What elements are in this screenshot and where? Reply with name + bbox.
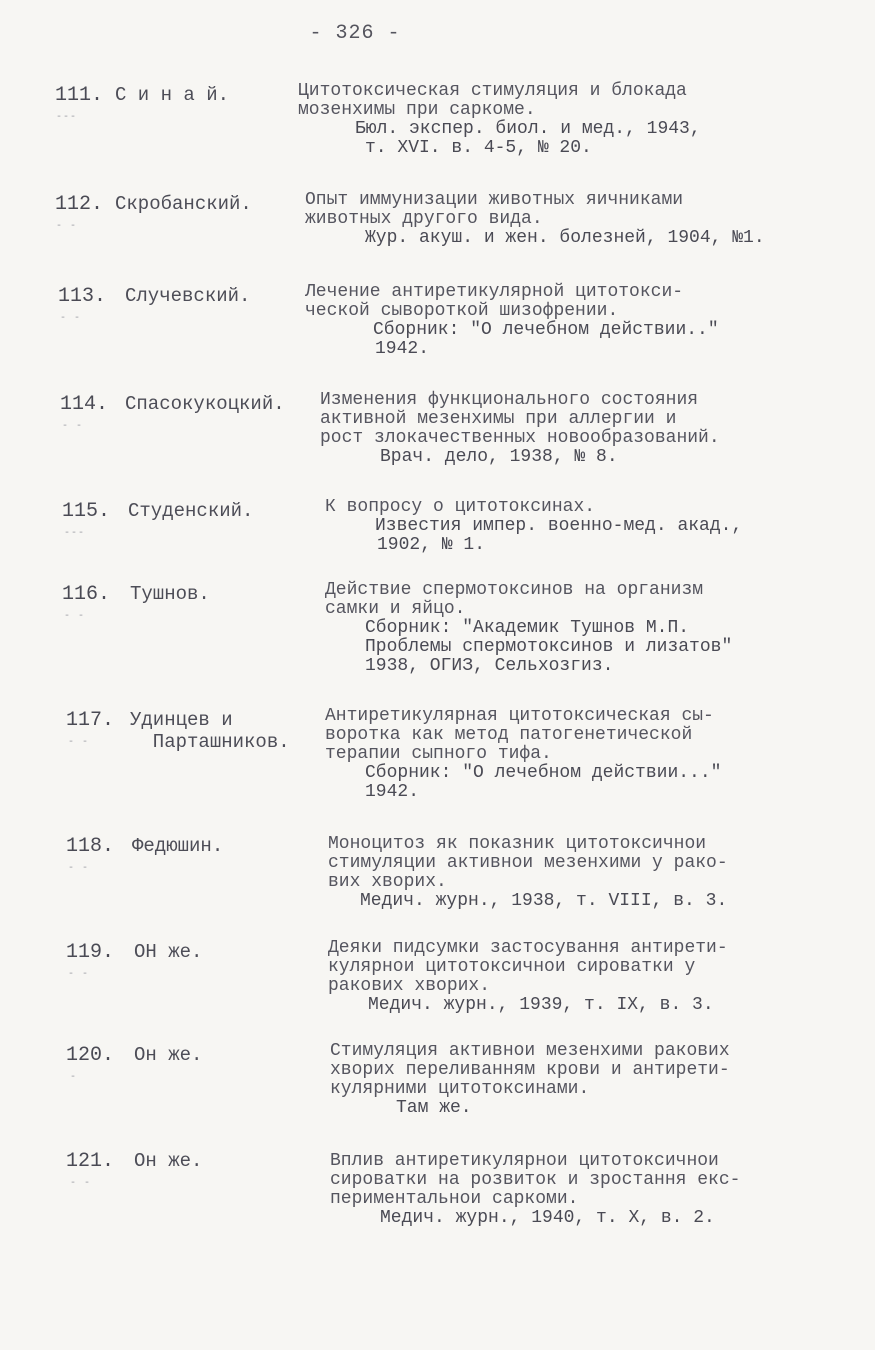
entry-marks: - (70, 1072, 78, 1083)
entry-line: Опыт иммунизации животных яичниками (305, 190, 684, 210)
entry-author: Случевский. (125, 285, 251, 307)
entry-author: Он же. (134, 1044, 203, 1066)
entry-description (305, 191, 815, 248)
entry-number: 114. (60, 393, 109, 416)
entry-description (328, 939, 838, 1015)
entry-description (330, 1042, 840, 1118)
entry-citation: Сборник: "О лечебном действии.." (373, 320, 719, 340)
entry-author: Федюшин. (132, 835, 224, 857)
entry-description (325, 581, 835, 676)
page-number: - 326 - (309, 22, 401, 45)
entry-citation: 1942. (375, 339, 430, 359)
entry-marks: - - (62, 421, 84, 432)
entry-line: К вопросу о цитотоксинах. (325, 497, 596, 517)
entry-author: Скробанский. (115, 193, 252, 215)
entry-description (325, 498, 835, 555)
entry-number: 117. (66, 709, 115, 732)
entry-marks: - - (70, 1178, 92, 1189)
entry-marks: - - (64, 611, 86, 622)
entry-citation: 1938, ОГИЗ, Сельхозгиз. (365, 656, 614, 676)
entry-line: Антиретикулярная цитотоксическая сы- (325, 706, 714, 726)
entry-description (320, 391, 830, 467)
entry-description (325, 707, 835, 802)
entry-line: кулярнои цитотоксичнои сироватки у (328, 957, 696, 977)
entry-citation: 1902, № 1. (377, 535, 486, 555)
entry-author: Спасокукоцкий. (125, 393, 285, 415)
entry-number: 115. (62, 500, 111, 523)
entry-description (305, 283, 815, 359)
entry-number: 111. (55, 84, 104, 107)
entry-line: Цитотоксическая стимуляция и блокада (298, 81, 687, 101)
entry-citation: Там же. (396, 1098, 472, 1118)
entry-citation: Сборник: "О лечебном действии..." (365, 763, 722, 783)
entry-number: 119. (66, 941, 115, 964)
entry-description (330, 1152, 840, 1228)
entry-line: Изменения функционального состояния (320, 390, 699, 410)
entry-number: 112. (55, 193, 104, 216)
entry-citation: Медич. журн., 1940, т. X, в. 2. (380, 1208, 715, 1228)
entry-citation: Бюл. экспер. биол. и мед., 1943, (355, 119, 701, 139)
entry-citation: Известия импер. военно-мед. акад., (375, 516, 743, 536)
entry-number: 121. (66, 1150, 115, 1173)
entry-citation: 1942. (365, 782, 420, 802)
entry-line: Лечение антиретикулярной цитотокси- (305, 282, 684, 302)
entry-line: стимуляции активнои мезенхими у рако- (328, 853, 728, 873)
entry-line: сироватки на розвиток и зростання екс- (330, 1170, 741, 1190)
entry-number: 116. (62, 583, 111, 606)
entry-line: активной мезенхимы при аллергии и (320, 409, 677, 429)
entry-line: Деяки пидсумки застосування антирети- (328, 938, 728, 958)
entry-description (328, 835, 838, 911)
entry-number: 118. (66, 835, 115, 858)
entry-citation: т. XVI. в. 4-5, № 20. (365, 138, 592, 158)
entry-description (298, 82, 808, 158)
entry-line: самки и яйцо. (325, 599, 466, 619)
entry-author: Удинцев и Парташников. (130, 709, 290, 753)
entry-author: Студенский. (128, 500, 254, 522)
entry-line: Действие спермотоксинов на организм (325, 580, 704, 600)
entry-line: Стимуляция активнои мезенхими ракових (330, 1041, 730, 1061)
entry-line: кулярними цитотоксинами. (330, 1079, 590, 1099)
entry-citation: Сборник: "Академик Тушнов М.П. (365, 618, 690, 638)
entry-marks: - - (56, 221, 78, 232)
entry-marks: --- (56, 112, 78, 123)
entry-line: ракових хворих. (328, 976, 491, 996)
entry-line: хворих переливанням крови и антирети- (330, 1060, 730, 1080)
entry-line: воротка как метод патогенетической (325, 725, 693, 745)
entry-marks: - - (68, 863, 90, 874)
entry-author: ОН же. (134, 941, 203, 963)
entry-marks: --- (64, 528, 86, 539)
entry-citation: Медич. журн., 1939, т. IX, в. 3. (368, 995, 714, 1015)
entry-citation: Жур. акуш. и жен. болезней, 1904, №1. (365, 228, 765, 248)
entry-marks: - - (68, 969, 90, 980)
entry-number: 120. (66, 1044, 115, 1067)
entry-citation: Медич. журн., 1938, т. VIII, в. 3. (360, 891, 728, 911)
entry-line: Вплив антиретикулярнои цитотоксичнои (330, 1151, 719, 1171)
entry-citation: Проблемы спермотоксинов и лизатов" (365, 637, 733, 657)
entry-marks: - - (60, 313, 82, 324)
entry-line: животных другого вида. (305, 209, 543, 229)
entry-line: периментальнои саркоми. (330, 1189, 579, 1209)
entry-citation: Врач. дело, 1938, № 8. (380, 447, 618, 467)
entry-marks: - - (68, 737, 90, 748)
entry-author: С и н а й. (115, 84, 230, 106)
entry-line: Моноцитоз як показник цитотоксичнои (328, 834, 707, 854)
entry-author: Он же. (134, 1150, 203, 1172)
entry-line: ческой сывороткой шизофрении. (305, 301, 619, 321)
entry-line: рост злокачественных новообразований. (320, 428, 720, 448)
entry-number: 113. (58, 285, 107, 308)
entry-line: вих хворих. (328, 872, 447, 892)
entry-author: Тушнов. (130, 583, 210, 605)
entry-line: мозенхимы при саркоме. (298, 100, 536, 120)
entry-line: терапии сыпного тифа. (325, 744, 552, 764)
